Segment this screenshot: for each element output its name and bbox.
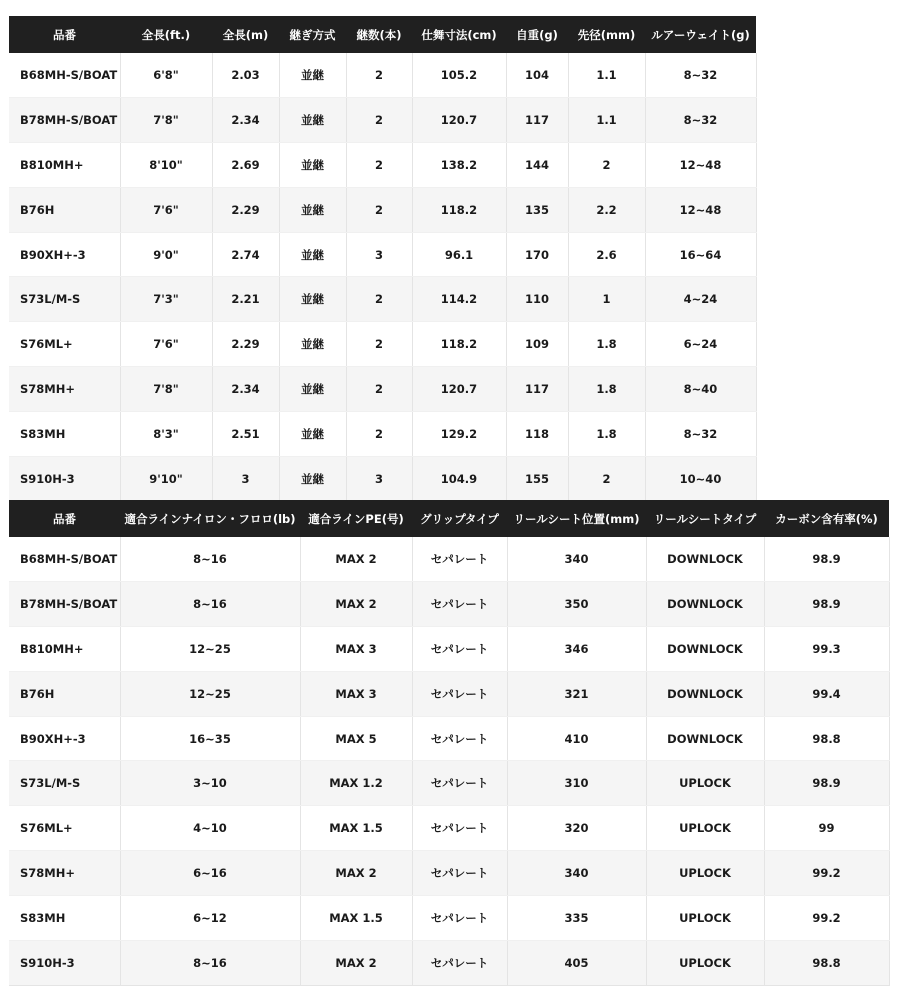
table-cell: 16~64 <box>645 232 756 277</box>
table-cell: 並継 <box>279 97 346 142</box>
table-cell: MAX 2 <box>300 537 412 581</box>
table-row <box>9 232 756 277</box>
table-cell: MAX 2 <box>300 581 412 626</box>
model-number-cell: S910H-3 <box>9 941 120 986</box>
table-header-row <box>9 16 756 53</box>
table-cell: MAX 2 <box>300 851 412 896</box>
table-cell: セパレート <box>412 941 507 986</box>
table-cell: 7'6" <box>120 322 212 367</box>
model-number-cell: B68MH-S/BOAT <box>9 537 120 581</box>
model-number-cell: B78MH-S/BOAT <box>9 97 120 142</box>
table-cell: 並継 <box>279 187 346 232</box>
table-cell: UPLOCK <box>646 761 764 806</box>
table-cell: 98.8 <box>764 716 889 761</box>
table-cell: 2.74 <box>212 232 279 277</box>
table-cell: 410 <box>507 716 646 761</box>
table-cell: セパレート <box>412 806 507 851</box>
header-cell: リールシートタイプ <box>646 500 764 537</box>
header-cell: 先径(mm) <box>568 16 645 53</box>
table-row <box>9 941 889 986</box>
table-cell: セパレート <box>412 537 507 581</box>
table-row <box>9 187 756 232</box>
table-cell: 105.2 <box>412 53 506 97</box>
table-body <box>9 53 756 501</box>
model-number-cell: S76ML+ <box>9 806 120 851</box>
table-row <box>9 53 756 97</box>
spec-table-1 <box>9 16 757 502</box>
table-cell: 2.21 <box>212 277 279 322</box>
table-cell: 2.34 <box>212 367 279 412</box>
table-row <box>9 537 889 581</box>
header-cell: グリップタイプ <box>412 500 507 537</box>
table-cell: 310 <box>507 761 646 806</box>
header-cell: 自重(g) <box>506 16 568 53</box>
table-cell: DOWNLOCK <box>646 626 764 671</box>
table-cell: 340 <box>507 851 646 896</box>
table-cell: 170 <box>506 232 568 277</box>
table-cell: 96.1 <box>412 232 506 277</box>
table-cell: 346 <box>507 626 646 671</box>
table-cell: セパレート <box>412 716 507 761</box>
table-cell: UPLOCK <box>646 851 764 896</box>
table-cell: MAX 3 <box>300 626 412 671</box>
table-cell: 2.29 <box>212 322 279 367</box>
table-row <box>9 412 756 457</box>
model-number-cell: S83MH <box>9 412 120 457</box>
table-cell: セパレート <box>412 851 507 896</box>
table-cell: 8~32 <box>645 412 756 457</box>
header-cell: 継数(本) <box>346 16 412 53</box>
table-row <box>9 277 756 322</box>
table-cell: 8~16 <box>120 537 300 581</box>
table-cell: 144 <box>506 142 568 187</box>
table-cell: 4~10 <box>120 806 300 851</box>
table-header-row <box>9 500 889 537</box>
table-cell: セパレート <box>412 761 507 806</box>
table-cell: 1.1 <box>568 53 645 97</box>
table-cell: 335 <box>507 896 646 941</box>
table-cell: 135 <box>506 187 568 232</box>
header-cell: カーボン含有率(%) <box>764 500 889 537</box>
header-cell: リールシート位置(mm) <box>507 500 646 537</box>
table-row <box>9 626 889 671</box>
table-cell: 2.69 <box>212 142 279 187</box>
table-cell: 2 <box>346 142 412 187</box>
table-row <box>9 761 889 806</box>
table-cell: 98.9 <box>764 581 889 626</box>
table-cell: 並継 <box>279 142 346 187</box>
table-cell: 8~32 <box>645 53 756 97</box>
header-cell: 全長(ft.) <box>120 16 212 53</box>
table-cell: 99.3 <box>764 626 889 671</box>
table-cell: 109 <box>506 322 568 367</box>
spec-table-2 <box>9 500 890 986</box>
table-cell: 117 <box>506 367 568 412</box>
table-row <box>9 322 756 367</box>
table-cell: 2.34 <box>212 97 279 142</box>
table-cell: 並継 <box>279 232 346 277</box>
table-cell: UPLOCK <box>646 941 764 986</box>
table-cell: 6'8" <box>120 53 212 97</box>
model-number-cell: B76H <box>9 187 120 232</box>
model-number-cell: B90XH+-3 <box>9 232 120 277</box>
table-row <box>9 896 889 941</box>
table-cell: MAX 5 <box>300 716 412 761</box>
model-number-cell: S73L/M-S <box>9 761 120 806</box>
table-cell: 並継 <box>279 367 346 412</box>
table-cell: DOWNLOCK <box>646 671 764 716</box>
header-cell: 適合ラインナイロン・フロロ(lb) <box>120 500 300 537</box>
table-cell: 12~48 <box>645 142 756 187</box>
table-cell: 並継 <box>279 457 346 502</box>
table-cell: 2.2 <box>568 187 645 232</box>
table-cell: 2.03 <box>212 53 279 97</box>
table-cell: 1.1 <box>568 97 645 142</box>
table-cell: 並継 <box>279 277 346 322</box>
table-cell: 118.2 <box>412 322 506 367</box>
table-cell: 8'10" <box>120 142 212 187</box>
model-number-cell: B76H <box>9 671 120 716</box>
table-cell: 2 <box>346 412 412 457</box>
table-cell: 並継 <box>279 322 346 367</box>
table-cell: 3 <box>346 457 412 502</box>
table-cell: 8~32 <box>645 97 756 142</box>
table-cell: セパレート <box>412 626 507 671</box>
table-cell: 8'3" <box>120 412 212 457</box>
table-body <box>9 537 889 985</box>
table-cell: 並継 <box>279 412 346 457</box>
table-cell: DOWNLOCK <box>646 716 764 761</box>
table-cell: DOWNLOCK <box>646 581 764 626</box>
table-cell: 120.7 <box>412 97 506 142</box>
table-cell: 2 <box>346 322 412 367</box>
table-cell: 321 <box>507 671 646 716</box>
model-number-cell: S76ML+ <box>9 322 120 367</box>
table-cell: 98.9 <box>764 761 889 806</box>
model-number-cell: S910H-3 <box>9 457 120 502</box>
header-cell: 品番 <box>9 500 120 537</box>
table-cell: 118 <box>506 412 568 457</box>
table-cell: 1.8 <box>568 322 645 367</box>
table-cell: 8~16 <box>120 581 300 626</box>
model-number-cell: S83MH <box>9 896 120 941</box>
table-cell: UPLOCK <box>646 806 764 851</box>
model-number-cell: B810MH+ <box>9 626 120 671</box>
model-number-cell: S78MH+ <box>9 851 120 896</box>
table-cell: MAX 1.2 <box>300 761 412 806</box>
table-cell: 99.2 <box>764 851 889 896</box>
table-cell: 138.2 <box>412 142 506 187</box>
table-cell: 3 <box>346 232 412 277</box>
table-cell: 12~25 <box>120 671 300 716</box>
table-cell: 99 <box>764 806 889 851</box>
table-row <box>9 457 756 502</box>
table-cell: 9'10" <box>120 457 212 502</box>
table-cell: 6~16 <box>120 851 300 896</box>
table-cell: DOWNLOCK <box>646 537 764 581</box>
table-cell: 99.2 <box>764 896 889 941</box>
table-cell: MAX 3 <box>300 671 412 716</box>
table-cell: 2.6 <box>568 232 645 277</box>
table-cell: 2 <box>346 367 412 412</box>
header-cell: 継ぎ方式 <box>279 16 346 53</box>
table-cell: 117 <box>506 97 568 142</box>
table-cell: 2.29 <box>212 187 279 232</box>
table-cell: 7'8" <box>120 97 212 142</box>
table-cell: 4~24 <box>645 277 756 322</box>
table-cell: 7'8" <box>120 367 212 412</box>
table-row <box>9 671 889 716</box>
table-cell: 2 <box>568 142 645 187</box>
model-number-cell: B90XH+-3 <box>9 716 120 761</box>
table-row <box>9 97 756 142</box>
model-number-cell: B810MH+ <box>9 142 120 187</box>
table-cell: 99.4 <box>764 671 889 716</box>
table-cell: 並継 <box>279 53 346 97</box>
table-cell: 7'6" <box>120 187 212 232</box>
table-cell: MAX 1.5 <box>300 806 412 851</box>
table-cell: 129.2 <box>412 412 506 457</box>
table-cell: 3~10 <box>120 761 300 806</box>
table-cell: 8~16 <box>120 941 300 986</box>
table-cell: 6~24 <box>645 322 756 367</box>
table-row <box>9 142 756 187</box>
table-cell: 114.2 <box>412 277 506 322</box>
table-cell: 118.2 <box>412 187 506 232</box>
table-cell: 98.9 <box>764 537 889 581</box>
table-cell: 12~48 <box>645 187 756 232</box>
table-row <box>9 806 889 851</box>
table-cell: 155 <box>506 457 568 502</box>
table-cell: 6~12 <box>120 896 300 941</box>
table-row <box>9 367 756 412</box>
table-cell: セパレート <box>412 896 507 941</box>
table-cell: 10~40 <box>645 457 756 502</box>
table-row <box>9 581 889 626</box>
table-cell: 104.9 <box>412 457 506 502</box>
header-cell: 全長(m) <box>212 16 279 53</box>
table-cell: 1.8 <box>568 412 645 457</box>
table-cell: セパレート <box>412 581 507 626</box>
table-cell: 1.8 <box>568 367 645 412</box>
table-cell: 350 <box>507 581 646 626</box>
table-cell: 120.7 <box>412 367 506 412</box>
table-cell: 1 <box>568 277 645 322</box>
table-cell: 2 <box>346 53 412 97</box>
header-cell: 適合ラインPE(号) <box>300 500 412 537</box>
table-row <box>9 851 889 896</box>
table-cell: 2.51 <box>212 412 279 457</box>
header-cell: 仕舞寸法(cm) <box>412 16 506 53</box>
model-number-cell: S78MH+ <box>9 367 120 412</box>
table-cell: 98.8 <box>764 941 889 986</box>
table-cell: 2 <box>346 187 412 232</box>
table-cell: 2 <box>346 97 412 142</box>
header-cell: ルアーウェイト(g) <box>645 16 756 53</box>
table-cell: 3 <box>212 457 279 502</box>
model-number-cell: B78MH-S/BOAT <box>9 581 120 626</box>
model-number-cell: B68MH-S/BOAT <box>9 53 120 97</box>
table-cell: MAX 2 <box>300 941 412 986</box>
table-row <box>9 716 889 761</box>
table-cell: 2 <box>568 457 645 502</box>
table-cell: 7'3" <box>120 277 212 322</box>
header-cell: 品番 <box>9 16 120 53</box>
table-cell: MAX 1.5 <box>300 896 412 941</box>
table-cell: 405 <box>507 941 646 986</box>
table-cell: セパレート <box>412 671 507 716</box>
model-number-cell: S73L/M-S <box>9 277 120 322</box>
table-cell: 16~35 <box>120 716 300 761</box>
table-cell: 104 <box>506 53 568 97</box>
table-cell: 9'0" <box>120 232 212 277</box>
table-cell: 110 <box>506 277 568 322</box>
table-cell: 12~25 <box>120 626 300 671</box>
table-cell: 8~40 <box>645 367 756 412</box>
table-cell: 340 <box>507 537 646 581</box>
table-cell: 320 <box>507 806 646 851</box>
table-cell: 2 <box>346 277 412 322</box>
table-cell: UPLOCK <box>646 896 764 941</box>
